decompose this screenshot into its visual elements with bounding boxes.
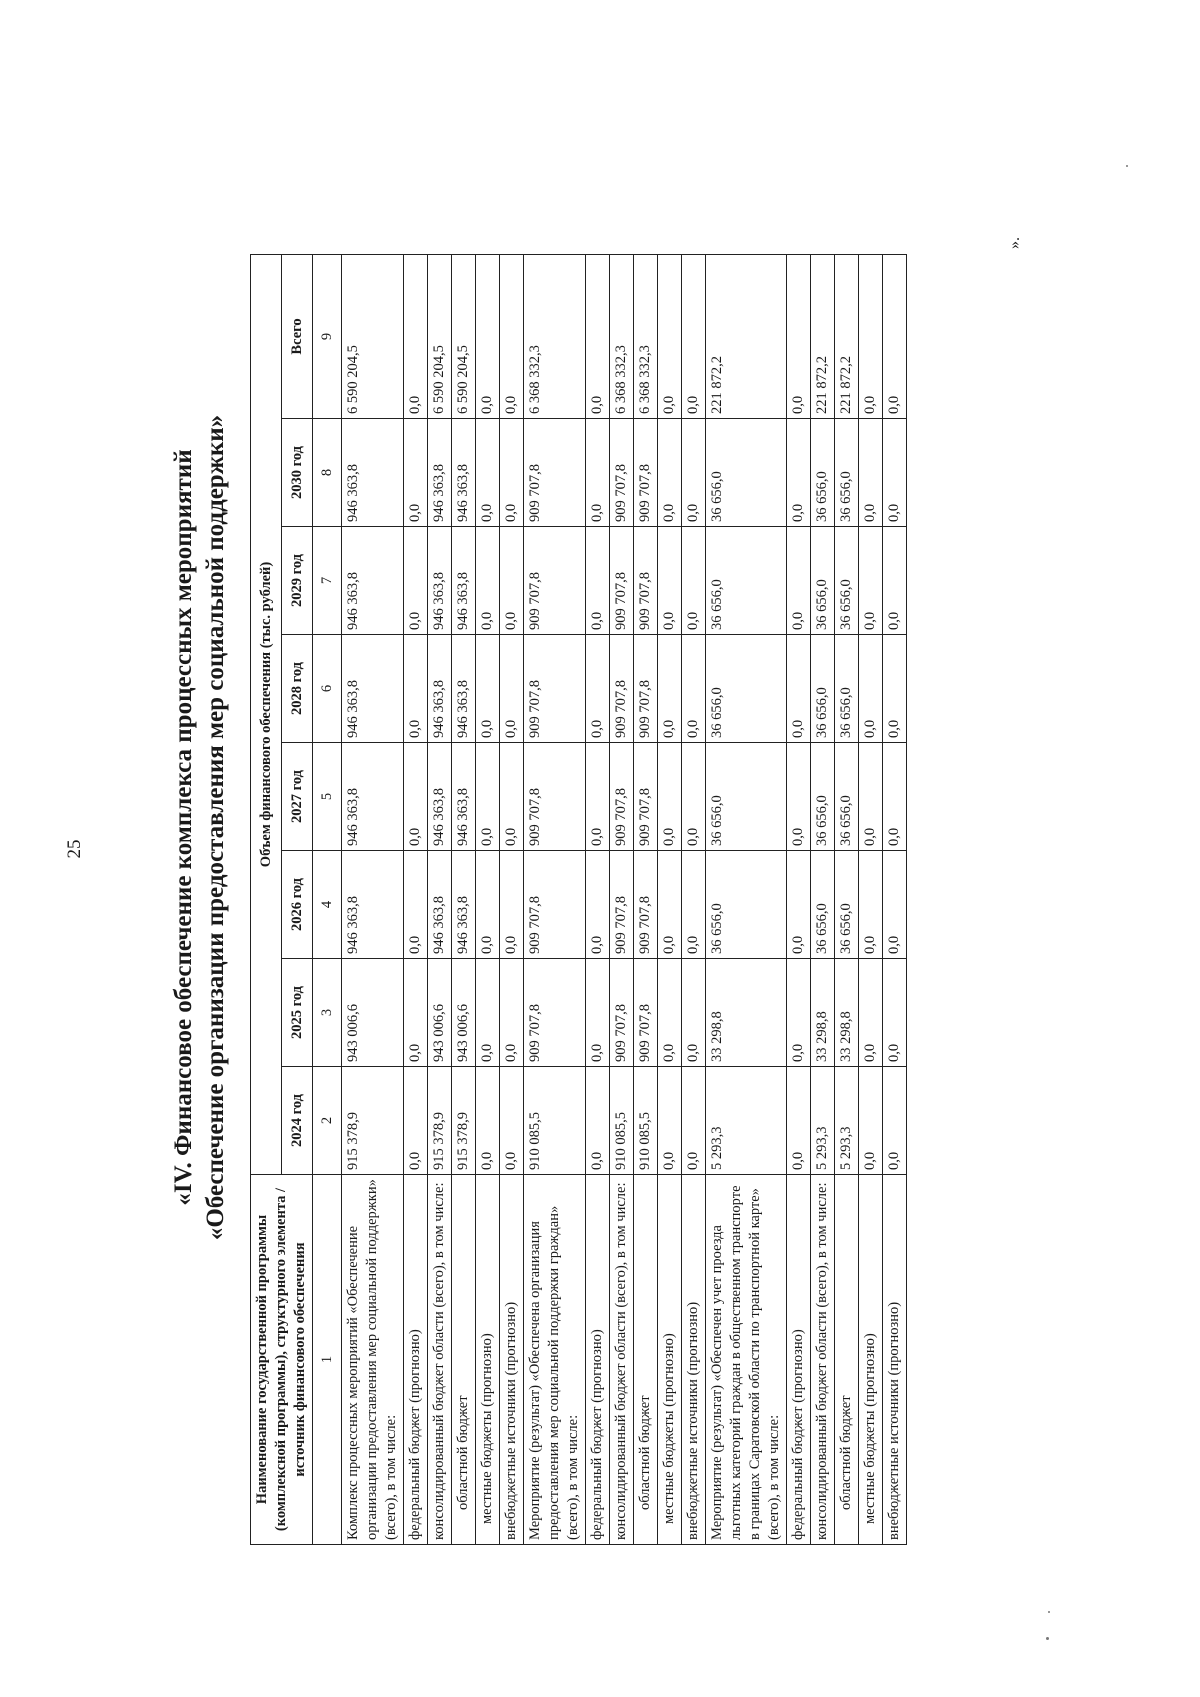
value-cell: 910 085,5	[634, 1067, 658, 1175]
header-year: Всего	[282, 254, 313, 418]
value-cell: 0,0	[787, 254, 811, 418]
value-cell: 36 656,0	[811, 851, 835, 959]
row-name-cell: консолидированный бюджет области (всего), в том числе:	[610, 1175, 634, 1545]
value-cell: 0,0	[476, 851, 500, 959]
value-cell: 36 656,0	[706, 635, 787, 743]
table-row	[706, 254, 787, 1544]
value-cell: 0,0	[859, 419, 883, 527]
table-row	[811, 254, 835, 1544]
table-row	[524, 254, 586, 1544]
value-cell: 946 363,8	[342, 419, 404, 527]
row-name-cell: консолидированный бюджет области (всего), в том числе:	[428, 1175, 452, 1545]
financing-table	[250, 254, 907, 1545]
value-cell: 946 363,8	[342, 743, 404, 851]
value-cell: 0,0	[500, 254, 524, 418]
table-row	[883, 254, 907, 1544]
scan-speck	[1126, 165, 1128, 167]
column-number: 3	[313, 959, 342, 1067]
column-number: 5	[313, 743, 342, 851]
value-cell: 0,0	[859, 851, 883, 959]
value-cell: 221 872,2	[835, 254, 859, 418]
value-cell: 946 363,8	[452, 527, 476, 635]
value-cell: 0,0	[787, 635, 811, 743]
value-cell: 0,0	[476, 959, 500, 1067]
value-cell: 0,0	[883, 743, 907, 851]
table-row	[342, 254, 404, 1544]
value-cell: 0,0	[476, 419, 500, 527]
value-cell: 909 707,8	[524, 527, 586, 635]
value-cell: 5 293,3	[811, 1067, 835, 1175]
value-cell: 0,0	[859, 635, 883, 743]
value-cell: 0,0	[859, 743, 883, 851]
row-name-cell: внебюджетные источники (прогнозно)	[883, 1175, 907, 1545]
header-year: 2028 год	[282, 635, 313, 743]
header-year: 2024 год	[282, 1067, 313, 1175]
value-cell: 0,0	[883, 635, 907, 743]
header-year: 2026 год	[282, 851, 313, 959]
section-title	[168, 110, 232, 1545]
value-cell: 946 363,8	[452, 419, 476, 527]
value-cell: 6 368 332,3	[634, 254, 658, 418]
value-cell: 0,0	[476, 635, 500, 743]
value-cell: 0,0	[586, 1067, 610, 1175]
row-name-cell: областной бюджет	[835, 1175, 859, 1545]
value-cell: 943 006,6	[452, 959, 476, 1067]
value-cell: 0,0	[404, 743, 428, 851]
value-cell: 0,0	[658, 743, 682, 851]
value-cell: 0,0	[404, 254, 428, 418]
row-name-cell: областной бюджет	[634, 1175, 658, 1545]
value-cell: 909 707,8	[610, 635, 634, 743]
value-cell: 909 707,8	[610, 959, 634, 1067]
value-cell: 0,0	[586, 254, 610, 418]
value-cell: 0,0	[859, 254, 883, 418]
value-cell: 909 707,8	[610, 419, 634, 527]
value-cell: 909 707,8	[524, 743, 586, 851]
value-cell: 0,0	[500, 635, 524, 743]
value-cell: 0,0	[404, 527, 428, 635]
value-cell: 909 707,8	[634, 959, 658, 1067]
row-name-cell: местные бюджеты (прогнозно)	[476, 1175, 500, 1545]
value-cell: 946 363,8	[452, 851, 476, 959]
value-cell: 909 707,8	[524, 419, 586, 527]
value-cell: 36 656,0	[835, 527, 859, 635]
table-row	[586, 254, 610, 1544]
value-cell: 0,0	[500, 419, 524, 527]
column-numbers-row	[313, 254, 342, 1544]
value-cell: 0,0	[586, 419, 610, 527]
value-cell: 946 363,8	[428, 743, 452, 851]
value-cell: 0,0	[500, 527, 524, 635]
row-name-cell: областной бюджет	[452, 1175, 476, 1545]
table-row	[859, 254, 883, 1544]
value-cell: 36 656,0	[835, 419, 859, 527]
column-number: 9	[313, 254, 342, 418]
row-name-cell: федеральный бюджет (прогнозно)	[787, 1175, 811, 1545]
table-row	[634, 254, 658, 1544]
value-cell: 0,0	[787, 527, 811, 635]
value-cell: 0,0	[682, 959, 706, 1067]
value-cell: 0,0	[586, 527, 610, 635]
value-cell: 0,0	[658, 419, 682, 527]
column-number: 1	[313, 1175, 342, 1545]
scan-speck	[1046, 1637, 1049, 1640]
table-row	[452, 254, 476, 1544]
header-financing-volume: Объем финансового обеспечения (тыс. рублей)	[251, 254, 282, 1174]
value-cell: 5 293,3	[835, 1067, 859, 1175]
value-cell: 909 707,8	[634, 743, 658, 851]
value-cell: 946 363,8	[342, 527, 404, 635]
value-cell: 221 872,2	[811, 254, 835, 418]
value-cell: 0,0	[658, 635, 682, 743]
row-name-cell: Мероприятие (результат) «Обеспечена организация предоставления мер социальной поддержки граждан» (всего), в том числе:	[524, 1175, 586, 1545]
row-name-cell: внебюджетные источники (прогнозно)	[500, 1175, 524, 1545]
value-cell: 946 363,8	[428, 419, 452, 527]
value-cell: 910 085,5	[610, 1067, 634, 1175]
value-cell: 0,0	[404, 635, 428, 743]
value-cell: 0,0	[658, 527, 682, 635]
header-year: 2030 год	[282, 419, 313, 527]
row-name-cell: федеральный бюджет (прогнозно)	[586, 1175, 610, 1545]
value-cell: 915 378,9	[452, 1067, 476, 1175]
value-cell: 36 656,0	[835, 851, 859, 959]
value-cell: 36 656,0	[811, 527, 835, 635]
value-cell: 0,0	[500, 959, 524, 1067]
value-cell: 0,0	[859, 959, 883, 1067]
value-cell: 0,0	[682, 527, 706, 635]
value-cell: 943 006,6	[342, 959, 404, 1067]
rotated-page-content	[168, 110, 1028, 1545]
value-cell: 6 368 332,3	[610, 254, 634, 418]
value-cell: 0,0	[883, 959, 907, 1067]
value-cell: 0,0	[404, 959, 428, 1067]
value-cell: 6 590 204,5	[452, 254, 476, 418]
title-line-2: «Обеспечение организации предоставления мер социальной поддержки»	[202, 414, 229, 1241]
value-cell: 5 293,3	[706, 1067, 787, 1175]
value-cell: 946 363,8	[428, 851, 452, 959]
value-cell: 0,0	[500, 743, 524, 851]
header-name-column: Наименование государственной программы (комплексной программы), структурного элемента / источник финансового обеспечения	[251, 1175, 313, 1545]
value-cell: 946 363,8	[428, 527, 452, 635]
value-cell: 0,0	[476, 527, 500, 635]
table-row	[835, 254, 859, 1544]
value-cell: 0,0	[883, 527, 907, 635]
value-cell: 909 707,8	[524, 959, 586, 1067]
column-number: 4	[313, 851, 342, 959]
value-cell: 36 656,0	[835, 635, 859, 743]
value-cell: 0,0	[787, 419, 811, 527]
value-cell: 0,0	[476, 743, 500, 851]
value-cell: 6 368 332,3	[524, 254, 586, 418]
row-name-cell: внебюджетные источники (прогнозно)	[682, 1175, 706, 1545]
value-cell: 0,0	[787, 1067, 811, 1175]
value-cell: 0,0	[859, 1067, 883, 1175]
value-cell: 0,0	[658, 959, 682, 1067]
header-year: 2025 год	[282, 959, 313, 1067]
value-cell: 0,0	[404, 851, 428, 959]
value-cell: 910 085,5	[524, 1067, 586, 1175]
value-cell: 36 656,0	[811, 743, 835, 851]
value-cell: 36 656,0	[706, 743, 787, 851]
value-cell: 909 707,8	[634, 527, 658, 635]
table-row	[682, 254, 706, 1544]
header-year: 2029 год	[282, 527, 313, 635]
value-cell: 0,0	[682, 1067, 706, 1175]
column-number: 6	[313, 635, 342, 743]
value-cell: 33 298,8	[835, 959, 859, 1067]
value-cell: 0,0	[682, 635, 706, 743]
row-name-cell: Мероприятие (результат) «Обеспечен учет проезда льготных категорий граждан в общественном транспорте в границах Саратовской области по транспортной карте» (всего), в том числе:	[706, 1175, 787, 1545]
value-cell: 221 872,2	[706, 254, 787, 418]
value-cell: 0,0	[404, 1067, 428, 1175]
table-row	[500, 254, 524, 1544]
value-cell: 6 590 204,5	[342, 254, 404, 418]
value-cell: 946 363,8	[342, 851, 404, 959]
column-number: 7	[313, 527, 342, 635]
value-cell: 36 656,0	[811, 635, 835, 743]
value-cell: 6 590 204,5	[428, 254, 452, 418]
value-cell: 0,0	[476, 254, 500, 418]
value-cell: 36 656,0	[706, 851, 787, 959]
value-cell: 33 298,8	[811, 959, 835, 1067]
table-row	[404, 254, 428, 1544]
value-cell: 946 363,8	[452, 635, 476, 743]
value-cell: 0,0	[883, 254, 907, 418]
value-cell: 909 707,8	[524, 635, 586, 743]
value-cell: 909 707,8	[634, 635, 658, 743]
value-cell: 915 378,9	[342, 1067, 404, 1175]
column-number: 2	[313, 1067, 342, 1175]
value-cell: 909 707,8	[610, 743, 634, 851]
value-cell: 0,0	[500, 1067, 524, 1175]
value-cell: 36 656,0	[811, 419, 835, 527]
value-cell: 0,0	[883, 851, 907, 959]
value-cell: 0,0	[787, 743, 811, 851]
table-row	[787, 254, 811, 1544]
value-cell: 0,0	[682, 254, 706, 418]
value-cell: 0,0	[586, 959, 610, 1067]
row-name-cell: федеральный бюджет (прогнозно)	[404, 1175, 428, 1545]
table-row	[658, 254, 682, 1544]
table-body	[313, 254, 907, 1544]
value-cell: 0,0	[586, 851, 610, 959]
value-cell: 0,0	[658, 254, 682, 418]
value-cell: 946 363,8	[428, 635, 452, 743]
value-cell: 0,0	[787, 959, 811, 1067]
value-cell: 36 656,0	[706, 527, 787, 635]
table-row	[428, 254, 452, 1544]
value-cell: 909 707,8	[610, 527, 634, 635]
header-year: 2027 год	[282, 743, 313, 851]
value-cell: 943 006,6	[428, 959, 452, 1067]
value-cell: 0,0	[404, 419, 428, 527]
row-name-cell: местные бюджеты (прогнозно)	[658, 1175, 682, 1545]
value-cell: 909 707,8	[610, 851, 634, 959]
value-cell: 0,0	[682, 851, 706, 959]
value-cell: 36 656,0	[835, 743, 859, 851]
value-cell: 909 707,8	[634, 419, 658, 527]
value-cell: 946 363,8	[452, 743, 476, 851]
table-row	[476, 254, 500, 1544]
closing-quote-mark: ».	[1006, 237, 1023, 249]
row-name-cell: местные бюджеты (прогнозно)	[859, 1175, 883, 1545]
value-cell: 909 707,8	[634, 851, 658, 959]
value-cell: 0,0	[859, 527, 883, 635]
value-cell: 909 707,8	[524, 851, 586, 959]
value-cell: 0,0	[586, 743, 610, 851]
row-name-cell: Комплекс процессных мероприятий «Обеспечение организации предоставления мер социальной поддержки» (всего), в том числе:	[342, 1175, 404, 1545]
value-cell: 0,0	[658, 851, 682, 959]
value-cell: 0,0	[586, 635, 610, 743]
value-cell: 0,0	[682, 419, 706, 527]
title-line-1: «IV. Финансовое обеспечение комплекса процессных мероприятий	[170, 449, 197, 1206]
column-number: 8	[313, 419, 342, 527]
value-cell: 0,0	[883, 419, 907, 527]
value-cell: 0,0	[682, 743, 706, 851]
value-cell: 0,0	[883, 1067, 907, 1175]
scan-speck	[1048, 1611, 1050, 1613]
page-number: 25	[64, 839, 85, 859]
value-cell: 36 656,0	[706, 419, 787, 527]
row-name-cell: консолидированный бюджет области (всего), в том числе:	[811, 1175, 835, 1545]
value-cell: 0,0	[476, 1067, 500, 1175]
value-cell: 0,0	[658, 1067, 682, 1175]
value-cell: 33 298,8	[706, 959, 787, 1067]
value-cell: 915 378,9	[428, 1067, 452, 1175]
value-cell: 946 363,8	[342, 635, 404, 743]
value-cell: 0,0	[500, 851, 524, 959]
table-row	[610, 254, 634, 1544]
value-cell: 0,0	[787, 851, 811, 959]
